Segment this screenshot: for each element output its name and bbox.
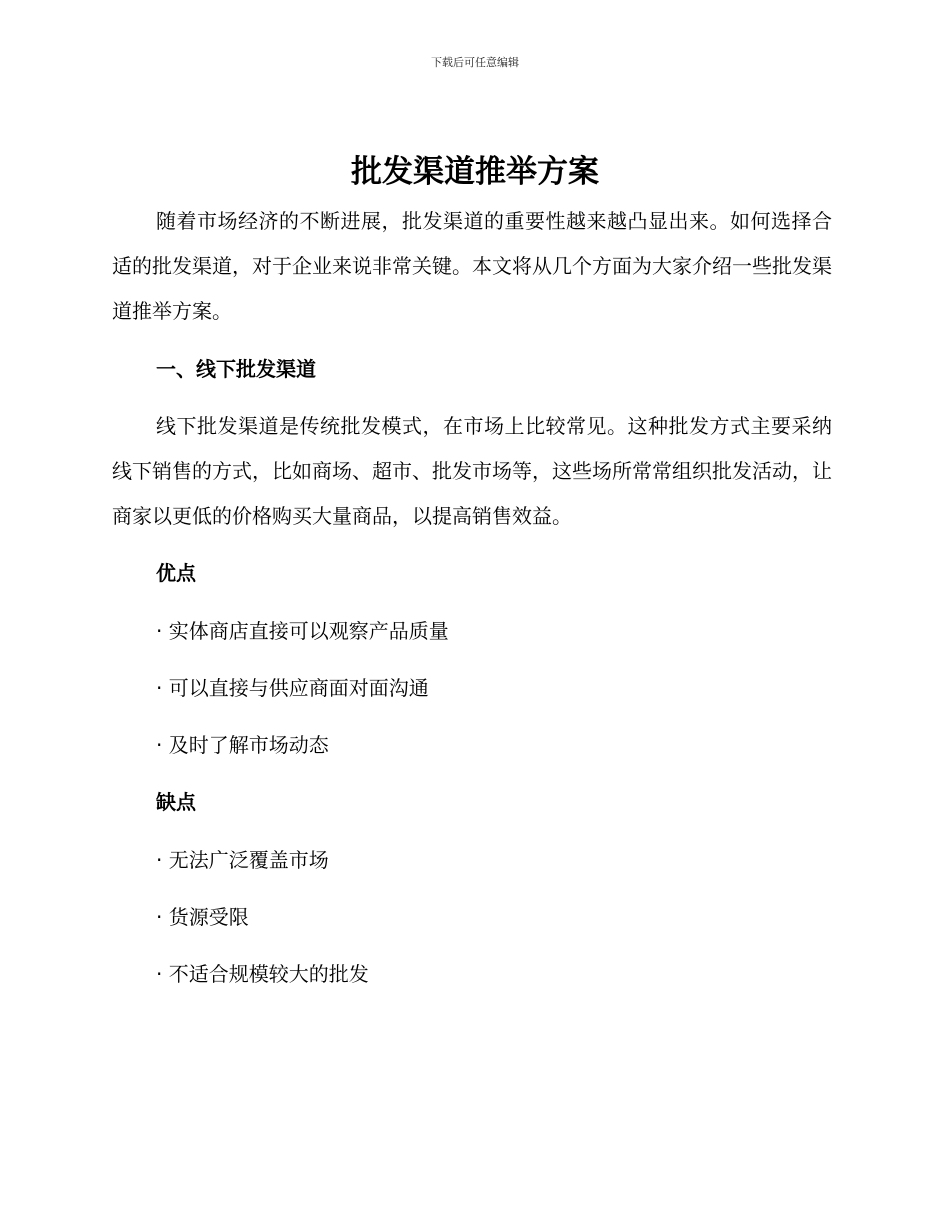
cons-item: · 无法广泛覆盖市场 [156, 848, 329, 872]
section-heading-offline: 一、线下批发渠道 [156, 357, 316, 381]
pros-item: · 及时了解市场动态 [156, 733, 329, 757]
cons-item: · 不适合规模较大的批发 [156, 962, 369, 986]
pros-item: · 可以直接与供应商面对面沟通 [156, 676, 429, 700]
offline-paragraph: 线下批发渠道是传统批发模式，在市场上比较常见。这种批发方式主要采纳线下销售的方式，比如商场、超市、批发市场等，这些场所常常组织批发活动，让商家以更低的价格购买大量商品，以提高销售效益。 [112, 414, 832, 528]
pros-item: · 实体商店直接可以观察产品质量 [156, 619, 449, 643]
cons-item: · 货源受限 [156, 905, 249, 929]
cons-heading: 缺点 [156, 790, 196, 814]
intro-paragraph: 随着市场经济的不断进展，批发渠道的重要性越来越凸显出来。如何选择合适的批发渠道，对于企业来说非常关键。本文将从几个方面为大家介绍一些批发渠道推举方案。 [112, 209, 832, 323]
pros-heading: 优点 [156, 561, 196, 585]
header-note: 下载后可任意编辑 [431, 56, 519, 69]
document-title: 批发渠道推举方案 [351, 154, 599, 190]
